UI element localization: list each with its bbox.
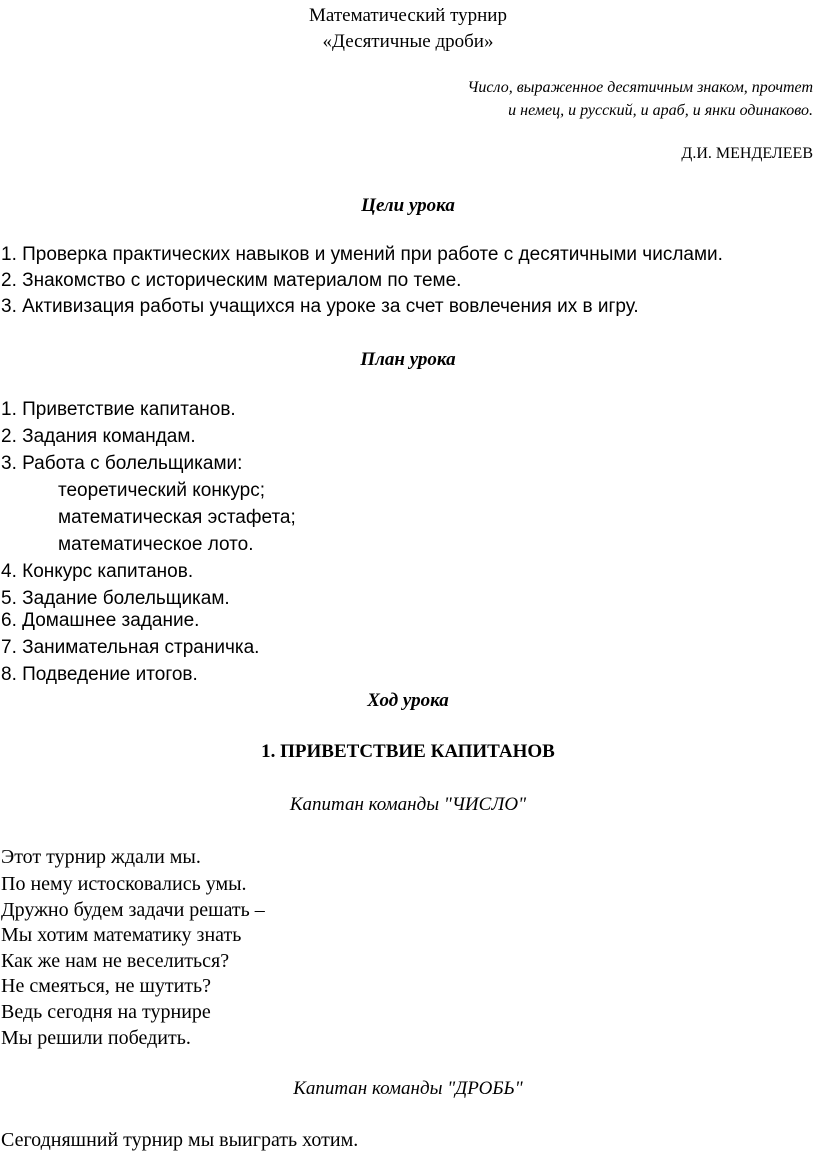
plan-item: 2. Задания командам. [1,426,196,447]
plan-subitem: теоретический конкурс; [58,480,265,501]
plan-item: 5. Задание болельщикам. [1,588,230,609]
plan-heading: План урока [360,349,456,370]
plan-item: 8. Подведение итогов. [1,664,198,685]
captain-label-drob: Капитан команды "ДРОБЬ" [293,1078,523,1099]
plan-item: 7. Занимательная страничка. [1,637,260,658]
poem-line: Дружно будем задачи решать – [1,899,265,921]
poem-line: Не смеяться, не шутить? [1,975,212,997]
goals-heading: Цели урока [361,195,455,216]
section-title: 1. ПРИВЕТСТВИЕ КАПИТАНОВ [261,741,555,762]
course-heading: Ход урока [367,690,449,711]
goal-item: 2. Знакомство с историческим материалом по теме. [1,270,462,291]
plan-subitem: математическое лото. [58,534,254,555]
poem-line: Этот турнир ждали мы. [1,846,201,868]
poem-line: Мы решили победить. [1,1027,191,1049]
poem-line: Мы хотим математику знать [1,924,242,946]
goal-item: 3. Активизация работы учащихся на уроке за счет вовлечения их в игру. [1,296,639,317]
captain-label-chislo: Капитан команды "ЧИСЛО" [289,794,527,815]
plan-item: 6. Домашнее задание. [1,610,200,631]
poem-line: Ведь сегодня на турнире [1,1001,211,1023]
plan-item: 4. Конкурс капитанов. [1,561,194,582]
poem-line: По нему истосковались умы. [1,873,247,895]
goal-item: 1. Проверка практических навыков и умений при работе с десятичными числами. [1,244,723,265]
poem-line: Как же нам не веселиться? [1,950,230,972]
poem-line: Сегодняшний турнир мы выиграть хотим. [1,1129,359,1151]
epigraph-line1: Число, выраженное десятичным знаком, прочтет [467,79,813,96]
plan-subitem: математическая эстафета; [58,507,296,528]
epigraph-author: Д.И. МЕНДЕЛЕЕВ [681,145,813,162]
document-title-line2: «Десятичные дроби» [322,31,494,52]
plan-item: 3. Работа с болельщиками: [1,453,243,474]
plan-item: 1. Приветствие капитанов. [1,399,236,420]
document-title-line1: Математический турнир [309,5,507,26]
epigraph-line2: и немец, и русский, и араб, и янки одинаково. [508,102,813,119]
